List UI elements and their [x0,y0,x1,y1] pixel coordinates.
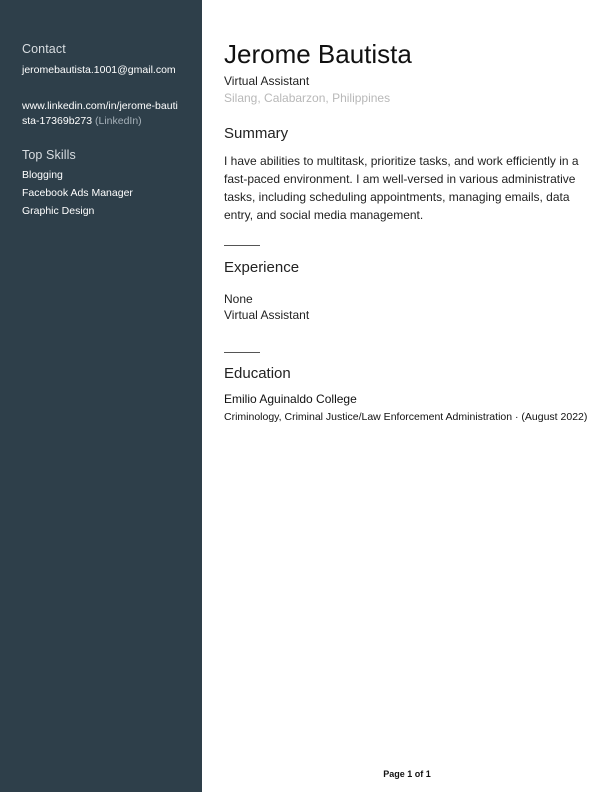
page-number: Page 1 of 1 [383,769,431,779]
skill-item: Facebook Ads Manager [22,187,133,199]
section-divider [224,352,260,353]
summary-text: I have abilities to multitask, prioritize tasks, and work efficiently in a fast-paced environment. I am well-versed in various administrative tasks, including scheduling appointments, managing emails, data entry, and social media management. [224,154,579,222]
location: Silang, Calabarzon, Philippines [224,91,391,105]
experience-company: None [224,292,253,306]
summary-heading: Summary [224,125,289,142]
section-divider [224,245,260,246]
linkedin-label: (LinkedIn) [94,115,142,127]
job-title: Virtual Assistant [224,74,310,88]
sidebar [0,0,202,792]
top-skills-heading: Top Skills [22,148,76,162]
linkedin-link[interactable] [22,99,182,129]
skill-item: Graphic Design [22,205,95,217]
email-link[interactable]: jeromebautista.1001@gmail.com [22,64,176,76]
education-heading: Education [224,365,291,382]
skill-item: Blogging [22,169,63,181]
contact-heading: Contact [22,42,66,56]
education-school: Emilio Aguinaldo College [224,392,357,406]
person-name: Jerome Bautista [224,39,412,69]
experience-role: Virtual Assistant [224,308,310,322]
experience-heading: Experience [224,259,300,276]
main-content [202,0,612,792]
page-footer [202,769,612,779]
education-detail: Criminology, Criminal Justice/Law Enforcement Administration · (August 2022) [224,411,588,423]
linkedin-url[interactable]: www.linkedin.com/in/jerome-bautista-17369b273 [22,100,178,127]
